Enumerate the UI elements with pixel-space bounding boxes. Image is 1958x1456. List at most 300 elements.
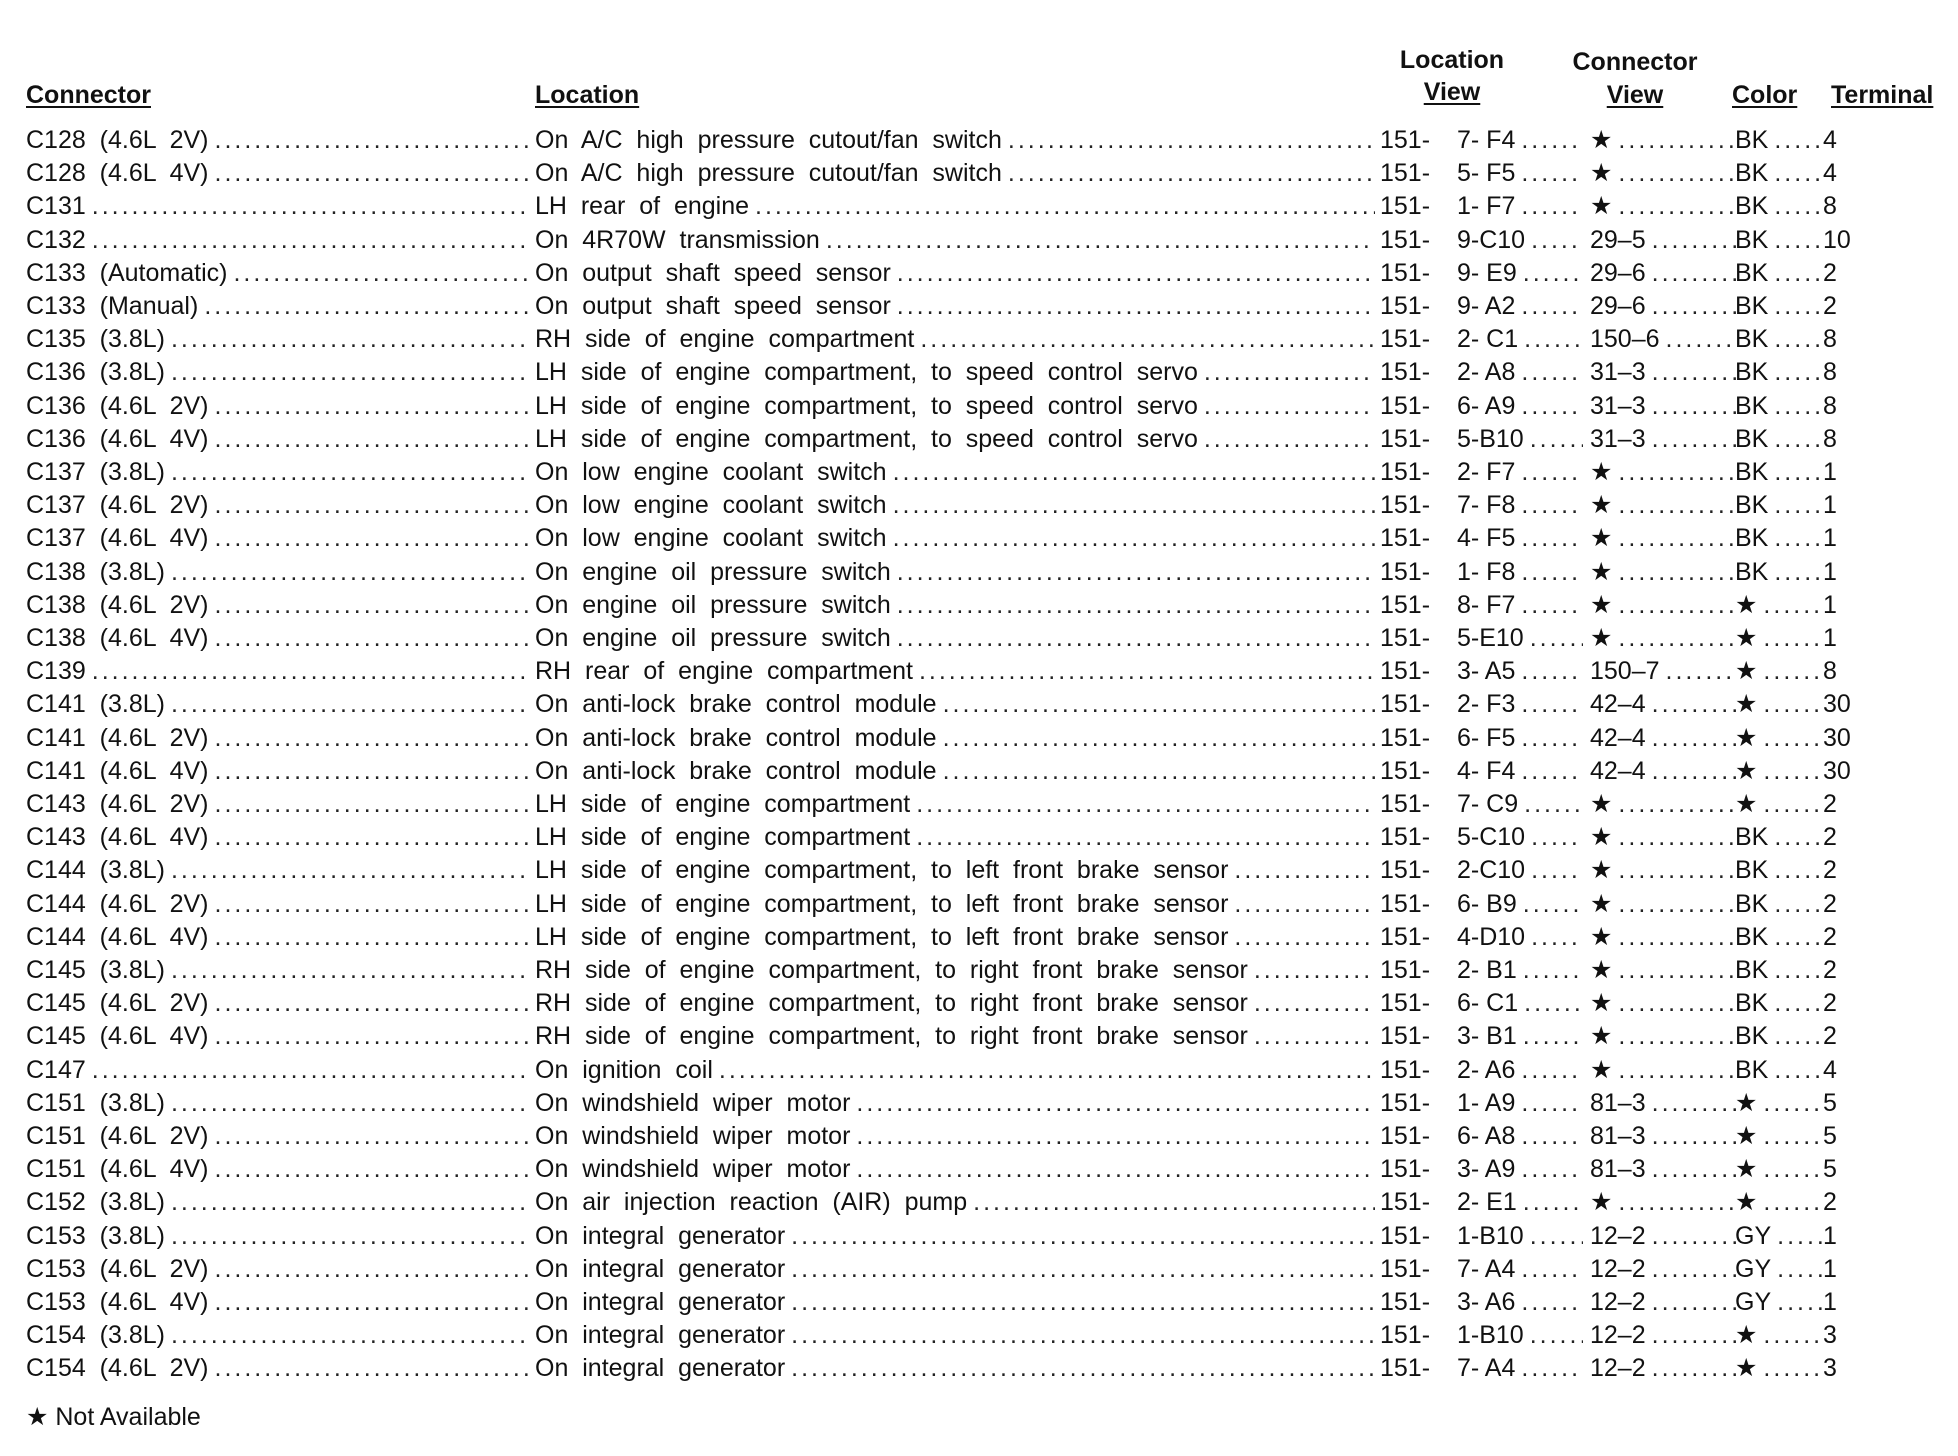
connector-cell: C141 (4.6L 2V) ..... bbox=[26, 722, 530, 755]
table-row bbox=[0, 954, 1958, 987]
location-view-cell: 3- A9 ..... bbox=[1457, 1153, 1583, 1186]
connector-cell: C144 (4.6L 2V) ..... bbox=[26, 888, 530, 921]
terminal-cell: 2 bbox=[1823, 790, 1837, 818]
header-terminal: Terminal bbox=[1831, 81, 1934, 109]
connector-cell: C144 (4.6L 4V) ..... bbox=[26, 921, 530, 954]
location-cell: On integral generator ..... bbox=[535, 1220, 1375, 1253]
color-cell: GY ..... bbox=[1735, 1253, 1823, 1286]
table-row bbox=[0, 854, 1958, 887]
terminal-cell: 2 bbox=[1823, 889, 1837, 918]
terminal-cell: 5 bbox=[1823, 1122, 1837, 1150]
connector-view-cell: ★ ..... bbox=[1590, 124, 1736, 157]
connector-view-cell: 29–6 ..... bbox=[1590, 257, 1736, 290]
connector-view-cell: ★ ..... bbox=[1590, 854, 1736, 887]
connector-cell: C137 (3.8L) ..... bbox=[26, 456, 530, 489]
location-cell: On windshield wiper motor ..... bbox=[535, 1087, 1375, 1120]
connector-view-cell: 31–3 ..... bbox=[1590, 390, 1736, 423]
table-row bbox=[0, 688, 1958, 721]
location-view-cell: 4- F4 ..... bbox=[1457, 755, 1583, 788]
terminal-cell: 2 bbox=[1823, 922, 1837, 951]
page-cell: 151- bbox=[1380, 1288, 1431, 1316]
page-cell: 151- bbox=[1380, 325, 1431, 354]
connector-cell: C138 (3.8L) ..... bbox=[26, 556, 530, 589]
terminal-cell: 8 bbox=[1823, 424, 1837, 453]
table-row bbox=[0, 456, 1958, 489]
page-cell: 151- bbox=[1380, 192, 1431, 221]
color-cell: BK ..... bbox=[1735, 556, 1823, 589]
connector-view-cell: ★ ..... bbox=[1590, 1186, 1736, 1219]
terminal-cell: 10 bbox=[1823, 225, 1851, 254]
page-cell: 151- bbox=[1380, 292, 1431, 320]
connector-view-cell: ★ ..... bbox=[1590, 489, 1736, 522]
location-view-cell: 7- F8 ..... bbox=[1457, 489, 1583, 522]
table-row bbox=[0, 1352, 1958, 1385]
connector-view-cell: ★ ..... bbox=[1590, 921, 1736, 954]
connector-view-cell: 81–3 ..... bbox=[1590, 1120, 1736, 1153]
terminal-cell: 5 bbox=[1823, 1088, 1837, 1117]
connector-view-cell: 12–2 ..... bbox=[1590, 1286, 1736, 1319]
location-view-cell: 9-C10 ..... bbox=[1457, 224, 1583, 257]
table-row bbox=[0, 1286, 1958, 1319]
page-cell: 151- bbox=[1380, 1254, 1431, 1283]
page-cell: 151- bbox=[1380, 391, 1431, 420]
table-row bbox=[0, 987, 1958, 1020]
location-view-cell: 2- F3 ..... bbox=[1457, 688, 1583, 721]
location-cell: LH side of engine compartment, to left front brake sensor ..... bbox=[535, 921, 1375, 954]
table-row bbox=[0, 124, 1958, 157]
color-cell: BK ..... bbox=[1735, 954, 1823, 987]
connector-cell: C131 ..... bbox=[26, 190, 530, 223]
page-cell: 151- bbox=[1380, 1354, 1431, 1383]
connector-view-cell: ★ ..... bbox=[1590, 522, 1736, 555]
connector-cell: C136 (3.8L) ..... bbox=[26, 356, 530, 389]
color-cell: ★ ..... bbox=[1735, 1120, 1823, 1153]
color-cell: ★ ..... bbox=[1735, 655, 1823, 688]
color-cell: BK ..... bbox=[1735, 456, 1823, 489]
connector-cell: C139 ..... bbox=[26, 655, 530, 688]
location-view-cell: 3- A6 ..... bbox=[1457, 1286, 1583, 1319]
location-view-cell: 1- F8 ..... bbox=[1457, 556, 1583, 589]
connector-cell: C154 (4.6L 2V) ..... bbox=[26, 1352, 530, 1385]
location-view-cell: 6- F5 ..... bbox=[1457, 722, 1583, 755]
color-cell: BK ..... bbox=[1735, 390, 1823, 423]
table-row bbox=[0, 888, 1958, 921]
table-row bbox=[0, 755, 1958, 788]
terminal-cell: 1 bbox=[1823, 1288, 1837, 1316]
table-row bbox=[0, 489, 1958, 522]
location-view-cell: 6- C1 ..... bbox=[1457, 987, 1583, 1020]
table-row bbox=[0, 190, 1958, 223]
connector-cell: C137 (4.6L 2V) ..... bbox=[26, 489, 530, 522]
location-view-cell: 6- A8 ..... bbox=[1457, 1120, 1583, 1153]
connector-view-cell: 29–5 ..... bbox=[1590, 224, 1736, 257]
location-cell: On integral generator ..... bbox=[535, 1352, 1375, 1385]
header-location-view-line2: View bbox=[1423, 78, 1481, 106]
connector-cell: C133 (Automatic) ..... bbox=[26, 257, 530, 290]
location-cell: On low engine coolant switch ..... bbox=[535, 456, 1375, 489]
connector-cell: C154 (3.8L) ..... bbox=[26, 1319, 530, 1352]
location-cell: RH side of engine compartment, to right front brake sensor ..... bbox=[535, 987, 1375, 1020]
location-cell: On engine oil pressure switch ..... bbox=[535, 556, 1375, 589]
location-view-cell: 2- E1 ..... bbox=[1457, 1186, 1583, 1219]
connector-view-cell: ★ ..... bbox=[1590, 622, 1736, 655]
connector-cell: C141 (4.6L 4V) ..... bbox=[26, 755, 530, 788]
table-row bbox=[0, 655, 1958, 688]
connector-cell: C153 (4.6L 2V) ..... bbox=[26, 1253, 530, 1286]
terminal-cell: 2 bbox=[1823, 1188, 1837, 1217]
table-row bbox=[0, 157, 1958, 190]
location-cell: On low engine coolant switch ..... bbox=[535, 522, 1375, 555]
connector-cell: C151 (4.6L 2V) ..... bbox=[26, 1120, 530, 1153]
color-cell: BK ..... bbox=[1735, 888, 1823, 921]
terminal-cell: 4 bbox=[1823, 159, 1837, 188]
connector-view-cell: 12–2 ..... bbox=[1590, 1220, 1736, 1253]
table-row bbox=[0, 423, 1958, 456]
color-cell: BK ..... bbox=[1735, 987, 1823, 1020]
location-cell: RH side of engine compartment ..... bbox=[535, 323, 1375, 356]
terminal-cell: 2 bbox=[1823, 856, 1837, 885]
header-connector-view-line1: Connector bbox=[1572, 48, 1698, 76]
terminal-cell: 5 bbox=[1823, 1155, 1837, 1184]
table-row bbox=[0, 1153, 1958, 1186]
terminal-cell: 2 bbox=[1823, 258, 1837, 287]
connector-cell: C135 (3.8L) ..... bbox=[26, 323, 530, 356]
color-cell: BK ..... bbox=[1735, 921, 1823, 954]
location-cell: On low engine coolant switch ..... bbox=[535, 489, 1375, 522]
connector-view-cell: ★ ..... bbox=[1590, 589, 1736, 622]
location-view-cell: 6- B9 ..... bbox=[1457, 888, 1583, 921]
color-cell: BK ..... bbox=[1735, 157, 1823, 190]
location-cell: On A/C high pressure cutout/fan switch ..... bbox=[535, 124, 1375, 157]
location-cell: On anti-lock brake control module ..... bbox=[535, 722, 1375, 755]
terminal-cell: 1 bbox=[1823, 590, 1837, 619]
location-cell: LH side of engine compartment ..... bbox=[535, 821, 1375, 854]
page-cell: 151- bbox=[1380, 756, 1431, 785]
connector-cell: C136 (4.6L 2V) ..... bbox=[26, 390, 530, 423]
page-cell: 151- bbox=[1380, 524, 1431, 553]
connector-view-cell: 81–3 ..... bbox=[1590, 1087, 1736, 1120]
connector-cell: C145 (3.8L) ..... bbox=[26, 954, 530, 987]
table-row bbox=[0, 589, 1958, 622]
page-cell: 151- bbox=[1380, 856, 1431, 885]
terminal-cell: 1 bbox=[1823, 491, 1837, 520]
footnote-not-available: ★ Not Available bbox=[26, 1403, 201, 1431]
color-cell: BK ..... bbox=[1735, 190, 1823, 223]
color-cell: ★ ..... bbox=[1735, 1186, 1823, 1219]
color-cell: BK ..... bbox=[1735, 489, 1823, 522]
terminal-cell: 1 bbox=[1823, 1221, 1837, 1250]
table-row bbox=[0, 390, 1958, 423]
color-cell: ★ ..... bbox=[1735, 1352, 1823, 1385]
connector-view-cell: 31–3 ..... bbox=[1590, 356, 1736, 389]
connector-cell: C128 (4.6L 4V) ..... bbox=[26, 157, 530, 190]
page-cell: 151- bbox=[1380, 723, 1431, 752]
connector-view-cell: ★ ..... bbox=[1590, 954, 1736, 987]
location-cell: LH side of engine compartment, to speed control servo ..... bbox=[535, 423, 1375, 456]
location-cell: On integral generator ..... bbox=[535, 1286, 1375, 1319]
location-view-cell: 1- A9 ..... bbox=[1457, 1087, 1583, 1120]
connector-view-cell: ★ ..... bbox=[1590, 821, 1736, 854]
header-connector-view-line2: View bbox=[1606, 81, 1664, 109]
location-cell: On A/C high pressure cutout/fan switch ..... bbox=[535, 157, 1375, 190]
page-cell: 151- bbox=[1380, 126, 1431, 154]
location-view-cell: 4-D10 ..... bbox=[1457, 921, 1583, 954]
page-cell: 151- bbox=[1380, 1188, 1431, 1217]
page-cell: 151- bbox=[1380, 1122, 1431, 1150]
location-view-cell: 2- C1 ..... bbox=[1457, 323, 1583, 356]
terminal-cell: 1 bbox=[1823, 557, 1837, 586]
location-cell: On windshield wiper motor ..... bbox=[535, 1120, 1375, 1153]
color-cell: BK ..... bbox=[1735, 854, 1823, 887]
page-cell: 151- bbox=[1380, 956, 1431, 984]
connector-cell: C152 (3.8L) ..... bbox=[26, 1186, 530, 1219]
location-view-cell: 2-C10 ..... bbox=[1457, 854, 1583, 887]
color-cell: ★ ..... bbox=[1735, 755, 1823, 788]
terminal-cell: 30 bbox=[1823, 723, 1851, 752]
page-cell: 151- bbox=[1380, 491, 1431, 520]
page-cell: 151- bbox=[1380, 424, 1431, 453]
page-cell: 151- bbox=[1380, 590, 1431, 619]
location-view-cell: 7- C9 ..... bbox=[1457, 788, 1583, 821]
table-row bbox=[0, 224, 1958, 257]
terminal-cell: 8 bbox=[1823, 358, 1837, 387]
color-cell: ★ ..... bbox=[1735, 1153, 1823, 1186]
page-cell: 151- bbox=[1380, 458, 1431, 486]
connector-cell: C151 (4.6L 4V) ..... bbox=[26, 1153, 530, 1186]
page-cell: 151- bbox=[1380, 922, 1431, 951]
connector-cell: C138 (4.6L 4V) ..... bbox=[26, 622, 530, 655]
connector-view-cell: ★ ..... bbox=[1590, 1054, 1736, 1087]
location-cell: On integral generator ..... bbox=[535, 1253, 1375, 1286]
header-connector: Connector bbox=[26, 81, 151, 109]
location-cell: LH side of engine compartment, to left front brake sensor ..... bbox=[535, 888, 1375, 921]
connector-view-cell: ★ ..... bbox=[1590, 556, 1736, 589]
terminal-cell: 2 bbox=[1823, 292, 1837, 320]
location-view-cell: 2- A6 ..... bbox=[1457, 1054, 1583, 1087]
terminal-cell: 2 bbox=[1823, 956, 1837, 984]
terminal-cell: 2 bbox=[1823, 1022, 1837, 1051]
connector-view-cell: 29–6 ..... bbox=[1590, 290, 1736, 323]
location-view-cell: 7- A4 ..... bbox=[1457, 1253, 1583, 1286]
connector-cell: C138 (4.6L 2V) ..... bbox=[26, 589, 530, 622]
connector-cell: C133 (Manual) ..... bbox=[26, 290, 530, 323]
location-view-cell: 2- A8 ..... bbox=[1457, 356, 1583, 389]
location-cell: LH side of engine compartment, to speed control servo ..... bbox=[535, 390, 1375, 423]
table-row bbox=[0, 788, 1958, 821]
terminal-cell: 1 bbox=[1823, 524, 1837, 553]
terminal-cell: 30 bbox=[1823, 756, 1851, 785]
table-row bbox=[0, 257, 1958, 290]
connector-view-cell: 42–4 ..... bbox=[1590, 722, 1736, 755]
location-view-cell: 3- B1 ..... bbox=[1457, 1020, 1583, 1053]
terminal-cell: 8 bbox=[1823, 192, 1837, 221]
connector-view-cell: ★ ..... bbox=[1590, 456, 1736, 489]
location-view-cell: 2- F7 ..... bbox=[1457, 456, 1583, 489]
terminal-cell: 1 bbox=[1823, 624, 1837, 652]
table-row bbox=[0, 556, 1958, 589]
connector-view-cell: 81–3 ..... bbox=[1590, 1153, 1736, 1186]
page-cell: 151- bbox=[1380, 557, 1431, 586]
connector-cell: C132 ..... bbox=[26, 224, 530, 257]
color-cell: BK ..... bbox=[1735, 257, 1823, 290]
location-cell: On engine oil pressure switch ..... bbox=[535, 589, 1375, 622]
page-cell: 151- bbox=[1380, 258, 1431, 287]
location-cell: On windshield wiper motor ..... bbox=[535, 1153, 1375, 1186]
connector-view-cell: ★ ..... bbox=[1590, 157, 1736, 190]
color-cell: ★ ..... bbox=[1735, 722, 1823, 755]
terminal-cell: 1 bbox=[1823, 458, 1837, 486]
color-cell: BK ..... bbox=[1735, 290, 1823, 323]
color-cell: BK ..... bbox=[1735, 356, 1823, 389]
location-view-cell: 5-B10 ..... bbox=[1457, 423, 1583, 456]
terminal-cell: 3 bbox=[1823, 1321, 1837, 1350]
table-row bbox=[0, 1319, 1958, 1352]
terminal-cell: 2 bbox=[1823, 823, 1837, 852]
table-row bbox=[0, 1087, 1958, 1120]
color-cell: ★ ..... bbox=[1735, 622, 1823, 655]
page-cell: 151- bbox=[1380, 1321, 1431, 1350]
connector-cell: C128 (4.6L 2V) ..... bbox=[26, 124, 530, 157]
location-cell: On 4R70W transmission ..... bbox=[535, 224, 1375, 257]
connector-cell: C147 ..... bbox=[26, 1054, 530, 1087]
location-view-cell: 1-B10 ..... bbox=[1457, 1319, 1583, 1352]
table-row bbox=[0, 290, 1958, 323]
location-view-cell: 9- E9 ..... bbox=[1457, 257, 1583, 290]
connector-cell: C151 (3.8L) ..... bbox=[26, 1087, 530, 1120]
connector-view-cell: 42–4 ..... bbox=[1590, 688, 1736, 721]
connector-cell: C141 (3.8L) ..... bbox=[26, 688, 530, 721]
connector-cell: C136 (4.6L 4V) ..... bbox=[26, 423, 530, 456]
location-cell: On output shaft speed sensor ..... bbox=[535, 290, 1375, 323]
connector-cell: C144 (3.8L) ..... bbox=[26, 854, 530, 887]
color-cell: BK ..... bbox=[1735, 124, 1823, 157]
terminal-cell: 8 bbox=[1823, 657, 1837, 686]
color-cell: GY ..... bbox=[1735, 1220, 1823, 1253]
terminal-cell: 4 bbox=[1823, 126, 1837, 154]
location-cell: On ignition coil ..... bbox=[535, 1054, 1375, 1087]
location-cell: LH side of engine compartment ..... bbox=[535, 788, 1375, 821]
table-row bbox=[0, 1120, 1958, 1153]
page-cell: 151- bbox=[1380, 225, 1431, 254]
connector-view-cell: ★ ..... bbox=[1590, 888, 1736, 921]
location-view-cell: 7- F4 ..... bbox=[1457, 124, 1583, 157]
page-cell: 151- bbox=[1380, 790, 1431, 818]
connector-view-cell: 12–2 ..... bbox=[1590, 1253, 1736, 1286]
color-cell: BK ..... bbox=[1735, 821, 1823, 854]
page-cell: 151- bbox=[1380, 889, 1431, 918]
connector-view-cell: ★ ..... bbox=[1590, 190, 1736, 223]
page-cell: 151- bbox=[1380, 1155, 1431, 1184]
table-row bbox=[0, 1186, 1958, 1219]
page-cell: 151- bbox=[1380, 690, 1431, 719]
connector-view-cell: ★ ..... bbox=[1590, 987, 1736, 1020]
connector-cell: C153 (3.8L) ..... bbox=[26, 1220, 530, 1253]
page-cell: 151- bbox=[1380, 1055, 1431, 1084]
connector-cell: C145 (4.6L 4V) ..... bbox=[26, 1020, 530, 1053]
connector-view-cell: 42–4 ..... bbox=[1590, 755, 1736, 788]
page-cell: 151- bbox=[1380, 989, 1431, 1018]
location-view-cell: 2- B1 ..... bbox=[1457, 954, 1583, 987]
color-cell: GY ..... bbox=[1735, 1286, 1823, 1319]
location-view-cell: 5- F5 ..... bbox=[1457, 157, 1583, 190]
color-cell: BK ..... bbox=[1735, 224, 1823, 257]
connector-view-cell: 150–6 ..... bbox=[1590, 323, 1736, 356]
header-location-view-line1: Location bbox=[1399, 46, 1505, 74]
table-row bbox=[0, 522, 1958, 555]
location-view-cell: 8- F7 ..... bbox=[1457, 589, 1583, 622]
terminal-cell: 3 bbox=[1823, 1354, 1837, 1383]
table-row bbox=[0, 1054, 1958, 1087]
connector-cell: C145 (4.6L 2V) ..... bbox=[26, 987, 530, 1020]
location-cell: On integral generator ..... bbox=[535, 1319, 1375, 1352]
color-cell: ★ ..... bbox=[1735, 788, 1823, 821]
location-cell: On anti-lock brake control module ..... bbox=[535, 755, 1375, 788]
location-view-cell: 6- A9 ..... bbox=[1457, 390, 1583, 423]
terminal-cell: 2 bbox=[1823, 989, 1837, 1018]
page-cell: 151- bbox=[1380, 358, 1431, 387]
page-cell: 151- bbox=[1380, 1221, 1431, 1250]
color-cell: ★ ..... bbox=[1735, 1319, 1823, 1352]
header-color: Color bbox=[1732, 81, 1798, 109]
location-cell: LH side of engine compartment, to left front brake sensor ..... bbox=[535, 854, 1375, 887]
location-view-cell: 1- F7 ..... bbox=[1457, 190, 1583, 223]
connector-view-cell: 12–2 ..... bbox=[1590, 1352, 1736, 1385]
location-view-cell: 7- A4 ..... bbox=[1457, 1352, 1583, 1385]
connector-cell: C153 (4.6L 4V) ..... bbox=[26, 1286, 530, 1319]
connector-cell: C143 (4.6L 4V) ..... bbox=[26, 821, 530, 854]
terminal-cell: 30 bbox=[1823, 690, 1851, 719]
page-cell: 151- bbox=[1380, 159, 1431, 188]
color-cell: BK ..... bbox=[1735, 1054, 1823, 1087]
location-cell: RH side of engine compartment, to right front brake sensor ..... bbox=[535, 1020, 1375, 1053]
location-cell: On anti-lock brake control module ..... bbox=[535, 688, 1375, 721]
location-cell: On engine oil pressure switch ..... bbox=[535, 622, 1375, 655]
color-cell: ★ ..... bbox=[1735, 589, 1823, 622]
page-cell: 151- bbox=[1380, 624, 1431, 652]
page-cell: 151- bbox=[1380, 823, 1431, 852]
terminal-cell: 1 bbox=[1823, 1254, 1837, 1283]
table-row bbox=[0, 323, 1958, 356]
location-view-cell: 1-B10 ..... bbox=[1457, 1220, 1583, 1253]
table-row bbox=[0, 622, 1958, 655]
color-cell: BK ..... bbox=[1735, 323, 1823, 356]
header-location: Location bbox=[535, 81, 640, 109]
location-cell: LH rear of engine ..... bbox=[535, 190, 1375, 223]
table-row bbox=[0, 356, 1958, 389]
color-cell: BK ..... bbox=[1735, 423, 1823, 456]
location-cell: On output shaft speed sensor ..... bbox=[535, 257, 1375, 290]
table-row bbox=[0, 1253, 1958, 1286]
location-view-cell: 4- F5 ..... bbox=[1457, 522, 1583, 555]
terminal-cell: 8 bbox=[1823, 325, 1837, 354]
table-row bbox=[0, 921, 1958, 954]
color-cell: BK ..... bbox=[1735, 1020, 1823, 1053]
connector-cell: C143 (4.6L 2V) ..... bbox=[26, 788, 530, 821]
connector-view-cell: ★ ..... bbox=[1590, 1020, 1736, 1053]
connector-view-cell: 31–3 ..... bbox=[1590, 423, 1736, 456]
page-cell: 151- bbox=[1380, 657, 1431, 686]
location-cell: On air injection reaction (AIR) pump ..... bbox=[535, 1186, 1375, 1219]
color-cell: BK ..... bbox=[1735, 522, 1823, 555]
table-row bbox=[0, 821, 1958, 854]
terminal-cell: 4 bbox=[1823, 1055, 1837, 1084]
location-cell: RH side of engine compartment, to right front brake sensor ..... bbox=[535, 954, 1375, 987]
location-view-cell: 3- A5 ..... bbox=[1457, 655, 1583, 688]
connector-cell: C137 (4.6L 4V) ..... bbox=[26, 522, 530, 555]
connector-view-cell: 150–7 ..... bbox=[1590, 655, 1736, 688]
terminal-cell: 8 bbox=[1823, 391, 1837, 420]
table-row bbox=[0, 722, 1958, 755]
